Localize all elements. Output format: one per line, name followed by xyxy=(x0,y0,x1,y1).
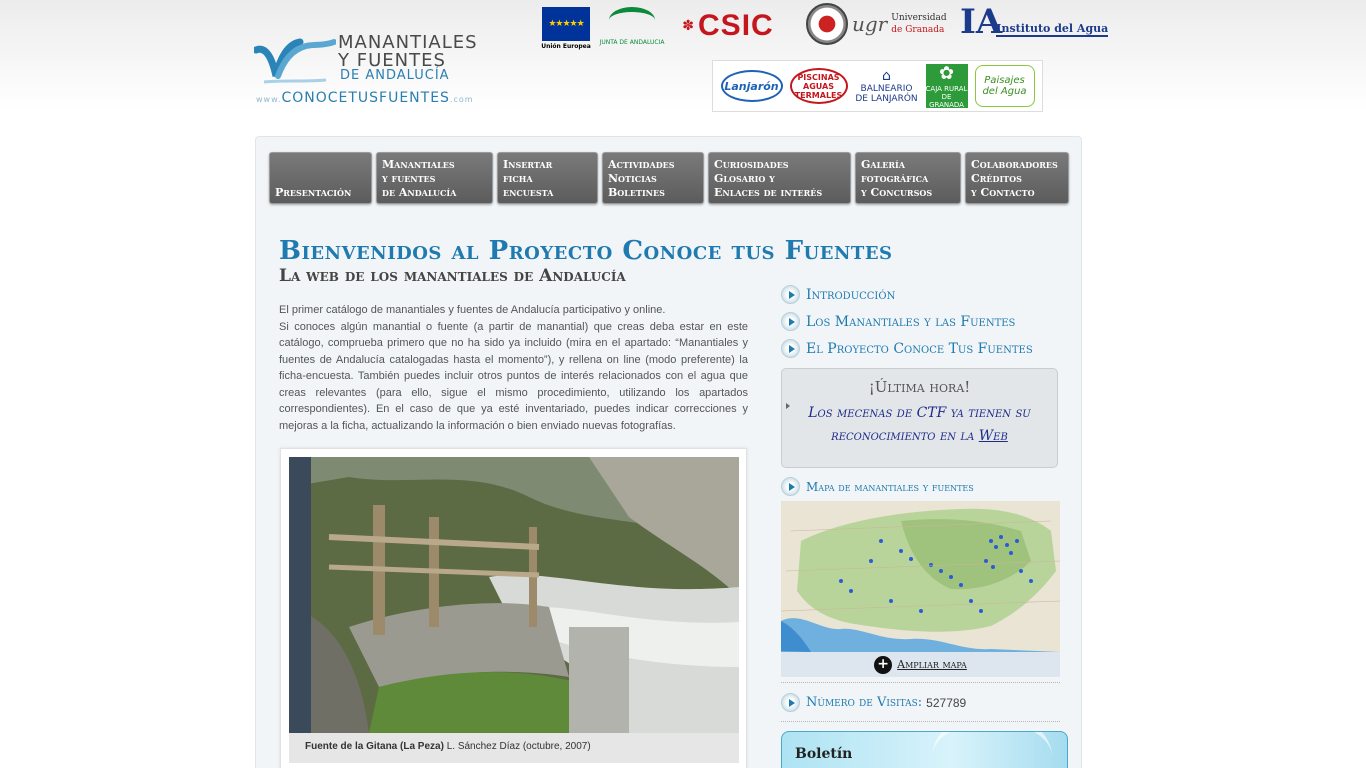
sponsors-box xyxy=(712,60,1043,112)
nav-actividades[interactable]: Actividades Noticias Boletines xyxy=(602,152,704,204)
arrow-right-icon xyxy=(781,477,800,496)
springs-map[interactable] xyxy=(781,501,1060,677)
nav-galeria[interactable]: Galería fotográfica y Concursos xyxy=(855,152,961,204)
ugr-logo[interactable]: ugr Universidad de Granada xyxy=(806,0,948,48)
intro-text xyxy=(279,302,748,434)
logo-water-icon xyxy=(254,36,336,86)
balneario-logo[interactable]: ⌂ BALNEARIO DE LANJARÓN xyxy=(855,68,918,104)
caja-rural-logo[interactable]: ✿ CAJA RURAL DE GRANADA xyxy=(925,63,968,109)
logo-title-line2: Y FUENTES xyxy=(338,50,446,71)
balneario-icon: ⌂ xyxy=(882,68,891,84)
visit-count: 527789 xyxy=(926,695,967,710)
divider xyxy=(781,682,1060,683)
enlarge-map-button[interactable]: + Ampliar mapa xyxy=(781,652,1060,677)
lanjaron-logo[interactable]: Lanjarón xyxy=(721,70,783,102)
nav-colaboradores[interactable]: Colaboradores Créditos y Contacto xyxy=(965,152,1069,204)
instituto-agua-logo[interactable]: IA Instituto del Agua xyxy=(960,2,1109,42)
arrow-right-icon xyxy=(781,312,800,331)
visit-counter: Número de Visitas: 527789 xyxy=(781,693,966,712)
nav-insertar-ficha[interactable]: Insertar ficha encuesta xyxy=(497,152,598,204)
nav-curiosidades[interactable]: Curiosidades Glosario y Enlaces de interés xyxy=(708,152,851,204)
main-nav xyxy=(269,152,1069,204)
logo-url: www.CONOCETUSFUENTES.com xyxy=(256,90,474,106)
piscinas-logo[interactable]: PISCINAS AGUAS TERMALES xyxy=(790,68,848,104)
csic-mark-icon: ✽ xyxy=(682,18,695,34)
sidebar-link-manantiales[interactable]: Los Manantiales y las Fuentes xyxy=(781,312,1015,331)
sidebar-link-introduccion[interactable]: Introducción xyxy=(781,285,895,304)
news-heading: ¡Última hora! xyxy=(868,378,971,396)
nav-manantiales[interactable]: Manantiales y fuentes de Andalucía xyxy=(376,152,493,204)
swirl-decoration-icon xyxy=(932,731,1052,768)
eu-flag-icon: ★★★★★ xyxy=(542,7,590,41)
arrow-right-icon xyxy=(781,285,800,304)
junta-andalucia-logo[interactable]: JUNTA DE ANDALUCIA xyxy=(604,4,660,48)
intro-paragraph-1: El primer catálogo de manantiales y fuentes de Andalucía participativo y online. xyxy=(279,304,666,316)
page-title: Bienvenidos al Proyecto Conoce tus Fuentes xyxy=(279,236,893,266)
bullet-icon xyxy=(786,403,790,409)
bulletin-title: Boletín xyxy=(795,746,853,762)
spring-photo-image xyxy=(289,457,739,733)
site-logo[interactable] xyxy=(254,30,494,110)
wheat-icon: ✿ xyxy=(938,63,955,84)
intro-paragraph-2: Si conoces algún manantial o fuente (a partir de manantial) que creas deba estar en este catálogo, comprueba primero que no ha sido ya incluido (mira en el apartado: “Manantiales y fuentes de Andalucía catalogadas hasta el momento”), y rellena on line (modo preferente) la ficha-encuesta. También puedes incluir otros puntos de interés relacionados con el agua que creas relevantes (para ello, sigue el mismo procedimiento, utilizando los apartados correspondientes). En el caso de que ya esté inventariado, puedes indicar correcciones y mejoras a la ficha, actualizando la información o bien enviado nuevas fotografías. xyxy=(279,320,748,432)
plus-icon: + xyxy=(874,656,892,674)
arrow-right-icon xyxy=(781,339,800,358)
featured-photo-frame xyxy=(280,448,747,768)
paisajes-agua-logo[interactable]: Paisajes del Agua xyxy=(975,65,1035,107)
nav-presentacion[interactable]: Presentación xyxy=(269,152,372,204)
news-web-link[interactable]: Web xyxy=(978,428,1008,444)
junta-arch-icon xyxy=(609,7,655,33)
eu-logo[interactable]: ★★★★★ Unión Europea xyxy=(541,2,591,54)
arrow-right-icon xyxy=(781,693,800,712)
csic-logo[interactable]: ✽ CSIC xyxy=(682,9,774,42)
bulletin-box[interactable] xyxy=(781,731,1068,768)
page-subtitle: La web de los manantiales de Andalucía xyxy=(279,266,626,286)
news-body: Los mecenas de CTF ya tienen su reconocimiento en la Web xyxy=(808,405,1031,444)
sidebar-link-proyecto[interactable]: El Proyecto Conoce Tus Fuentes xyxy=(781,339,1033,358)
ugr-seal-icon xyxy=(806,3,848,45)
logo-title-line3: DE ANDALUCÍA xyxy=(340,68,450,83)
news-box xyxy=(781,368,1058,468)
andalucia-map-image xyxy=(781,501,1060,652)
featured-photo[interactable] xyxy=(289,457,739,733)
logo-title-line1: MANANTIALES xyxy=(338,32,478,53)
divider xyxy=(781,721,1060,722)
sidebar-link-mapa[interactable]: Mapa de manantiales y fuentes xyxy=(781,477,974,496)
photo-caption: Fuente de la Gitana (La Peza) L. Sánchez Díaz (octubre, 2007) xyxy=(289,733,739,763)
